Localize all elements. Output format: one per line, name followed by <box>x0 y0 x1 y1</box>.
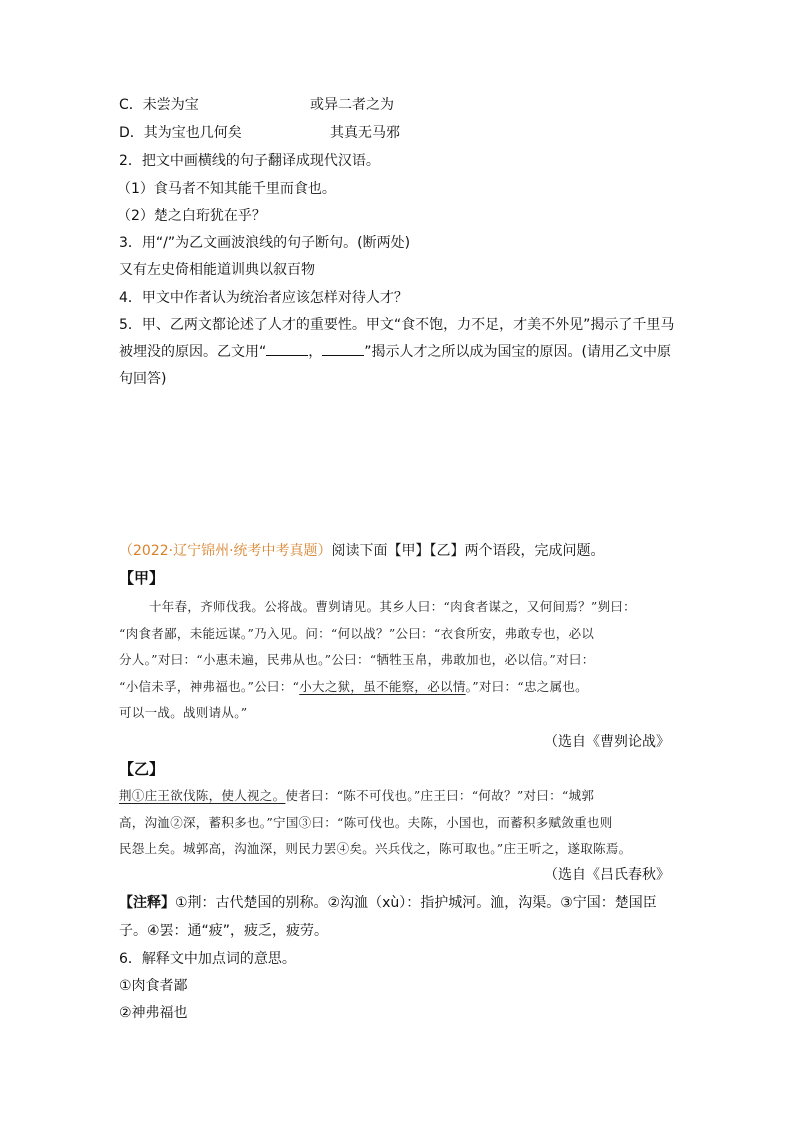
question-2-sentence-1: （1）食马者不知其能千里而食也。 <box>117 181 336 197</box>
section-intro: 阅读下面【甲】【乙】两个语段，完成问题。 <box>331 543 605 559</box>
jia-line-5: 可以一战。战则请从。” <box>119 705 248 720</box>
notes-line-2: 子。④罢：通“疲”，疲乏，疲劳。 <box>119 923 329 939</box>
question-6-item-2: ②神弗福也 <box>119 1005 188 1021</box>
notes-line-1 <box>119 894 657 912</box>
option-d-left: D．其为宝也几何矣 <box>119 125 242 141</box>
question-4-stem: 4．甲文中作者认为统治者应该怎样对待人才？ <box>119 290 408 306</box>
question-5-line-1: 5．甲、乙两文都论述了人才的重要性。甲文“食不饱，力不足，才美不外见”揭示了千里马 <box>119 317 675 333</box>
section-header <box>119 542 605 560</box>
yi-heading: 【乙】 <box>119 760 165 778</box>
jia-line-1: 十年春，齐师伐我。公将战。曹刿请见。其乡人曰：“肉食者谋之，又何间焉？”刿曰： <box>149 599 636 614</box>
notes-text-1: ①荆：古代楚国的别称。②沟洫（xù）：指护城河。洫，沟渠。③宁国：楚国臣 <box>175 895 657 911</box>
jia-line-4-end: 。”对曰：“忠之属也。 <box>465 678 588 694</box>
yi-source: （选自《吕氏春秋》 <box>544 867 670 883</box>
answer-blank-1 <box>266 343 308 356</box>
question-3-stem: 3．用“/”为乙文画波浪线的句子断句。(断两处) <box>119 235 411 251</box>
jia-line-3: 分人。”对曰：“小惠未遍，民弗从也。”公曰：“牺牲玉帛，弗敢加也，必以信。”对曰： <box>119 652 595 667</box>
jia-line-4-start: “小信未孚，神弗福也。”公曰：“ <box>119 678 300 694</box>
jia-heading: 【甲】 <box>119 569 165 587</box>
question-5-separator: ， <box>308 344 323 360</box>
yi-line-3: 民怨上矣。城郭高，沟洫深，则民力罢④矣。兴兵伐之，陈可取也。”庄王听之，遂取陈焉。 <box>119 841 632 856</box>
option-c-left: C．未尝为宝 <box>119 97 199 113</box>
question-5-line-2-start: 被埋没的原因。乙文用“ <box>119 344 267 360</box>
question-5-line-3: 句回答) <box>119 371 167 387</box>
option-d-right: 其真无马邪 <box>330 125 400 141</box>
notes-label: 【注释】 <box>119 895 175 911</box>
option-c <box>119 96 394 114</box>
yi-line-2: 高，沟洫②深，蓄积多也。”宁国③曰：“陈可伐也。夫陈，小国也，而蓄积多赋敛重也则 <box>119 814 613 830</box>
yi-underlined-sentence: 荆①庄王欲伐陈，使人视之。 <box>119 788 286 803</box>
question-2-sentence-2: （2）楚之白珩犹在乎？ <box>117 208 266 224</box>
yi-line-1 <box>119 783 675 810</box>
question-5-line-2 <box>119 343 671 361</box>
question-3-sentence: 又有左史倚相能道训典以叙百物 <box>119 262 315 278</box>
option-c-right: 或异二者之为 <box>310 97 394 113</box>
option-d <box>119 124 400 142</box>
answer-blank-2 <box>322 343 364 356</box>
question-6-item-1: ①肉食者鄙 <box>119 978 188 994</box>
yi-line-1-end: 使者曰：“陈不可伐也。”庄王曰：“何故？”对曰：“城郭 <box>285 788 595 803</box>
yi-passage <box>119 783 675 863</box>
question-6-stem: 6．解释文中加点词的意思。 <box>119 951 296 967</box>
question-2-stem: 2．把文中画横线的句子翻译成现代汉语。 <box>119 153 380 169</box>
jia-underlined-sentence: 小大之狱，虽不能察，必以情 <box>299 678 466 694</box>
section-source: （2022·辽宁锦州·统考中考真题） <box>119 543 332 559</box>
jia-line-4 <box>119 674 675 701</box>
jia-source: （选自《曹刿论战》 <box>544 734 670 750</box>
jia-passage <box>119 594 675 727</box>
question-5-line-2-end: ”揭示人才之所以成为国宝的原因。(请用乙文中原 <box>364 344 671 360</box>
jia-line-2: “肉食者鄙，未能远谋。”乃入见。问：“何以战？”公曰：“衣食所安，弗敢专也，必以 <box>119 625 595 641</box>
